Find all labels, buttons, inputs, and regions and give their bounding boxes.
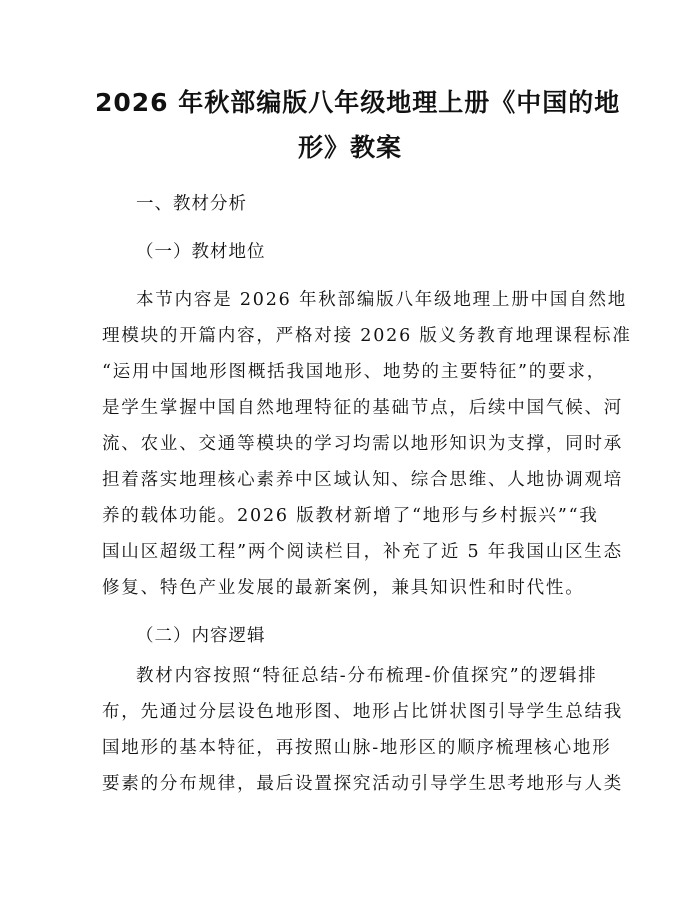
- paragraph-textbook-position: [102, 288, 632, 598]
- subsection-heading-content-logic: （二）内容逻辑: [136, 626, 266, 646]
- paragraph-line: 修复、特色产业发展的最新案例，兼具知识性和时代性。: [102, 578, 585, 598]
- paragraph-line: 教材内容按照“特征总结-分布梳理-价值探究”的逻辑排: [136, 666, 598, 686]
- paragraph-line: 布，先通过分层设色地形图、地形占比饼状图引导学生总结我: [102, 702, 624, 722]
- paragraph-line: “运用中国地形图概括我国地形、地势的主要特征”的要求，: [102, 362, 606, 382]
- paragraph-content-logic: [102, 664, 624, 814]
- paragraph-line: 本节内容是 2026 年秋部编版八年级地理上册中国自然地: [136, 290, 628, 310]
- paragraph-line: 养的载体功能。2026 版教材新增了“地形与乡村振兴”“我: [102, 506, 599, 526]
- paragraph-line: 流、农业、交通等模块的学习均需以地形知识为支撑，同时承: [102, 434, 624, 454]
- paragraph-line: 要素的分布规律，最后设置探究活动引导学生思考地形与人类: [102, 774, 624, 794]
- document-title-line-2: 形》教案: [297, 133, 402, 162]
- paragraph-line: 是学生掌握中国自然地理特征的基础节点，后续中国气候、河: [102, 398, 624, 418]
- document-title-line-1: 2026 年秋部编版八年级地理上册《中国的地: [95, 88, 621, 117]
- paragraph-line: 理模块的开篇内容，严格对接 2026 版义务教育地理课程标准: [102, 326, 632, 346]
- paragraph-line: 国山区超级工程”两个阅读栏目，补充了近 5 年我国山区生态: [102, 542, 623, 562]
- subsection-heading-textbook-position: （一）教材地位: [136, 242, 266, 262]
- paragraph-line: 国地形的基本特征，再按照山脉-地形区的顺序梳理核心地形: [102, 738, 612, 758]
- section-heading-textbook-analysis: 一、教材分析: [136, 194, 247, 214]
- paragraph-line: 担着落实地理核心素养中区域认知、综合思维、人地协调观培: [102, 470, 624, 490]
